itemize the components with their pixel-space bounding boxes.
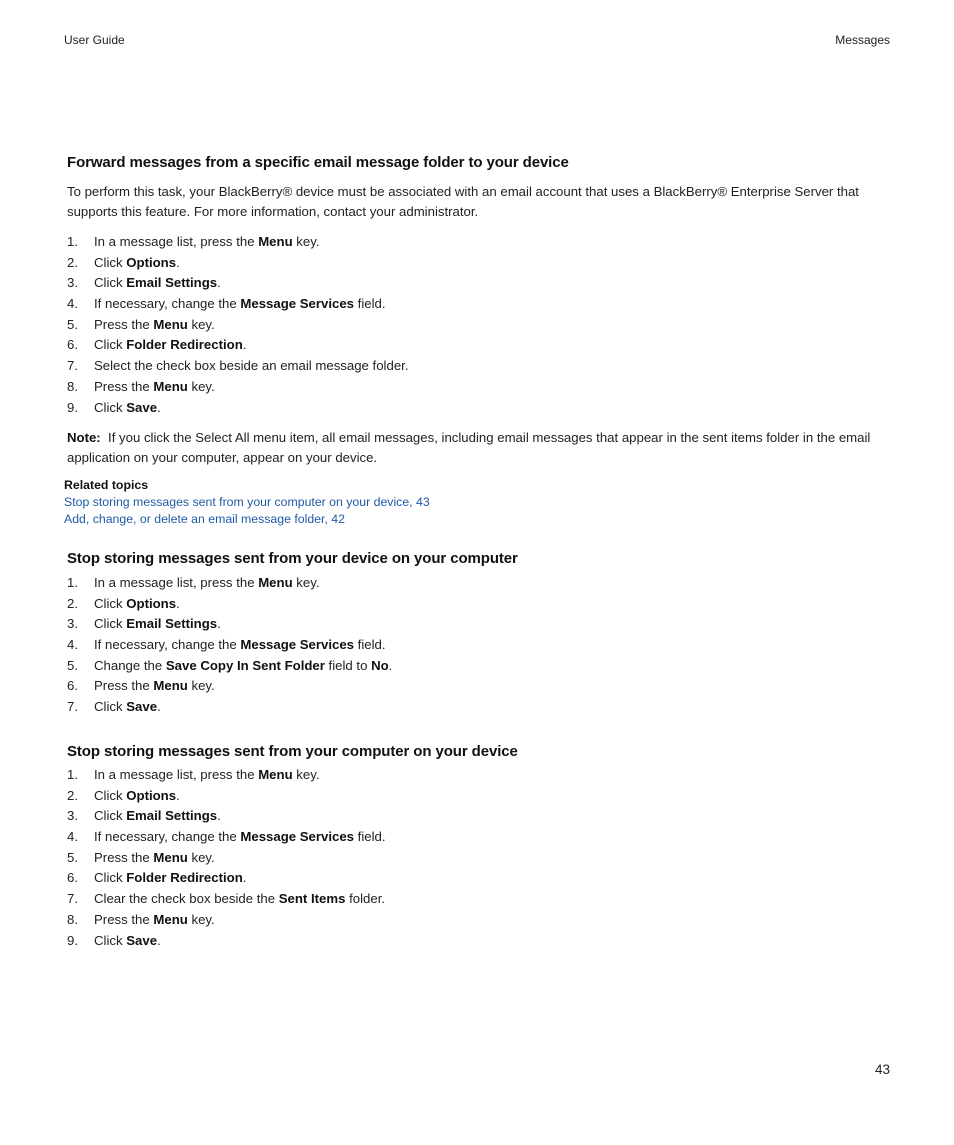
step-number: 2. — [67, 787, 78, 803]
related-topics — [64, 477, 430, 528]
step-ui-term: Menu — [258, 767, 293, 782]
step-number: 4. — [67, 637, 78, 653]
step-text: . — [157, 932, 161, 948]
step-ui-term: Menu — [153, 316, 188, 332]
page-number: 43 — [874, 1062, 890, 1077]
step-ui-term: Menu — [258, 575, 293, 590]
step-text: If necessary, change the — [94, 829, 241, 845]
step-list — [67, 765, 897, 951]
step-text: key. — [187, 378, 215, 394]
step-number: 2. — [67, 595, 78, 611]
list-item — [67, 765, 897, 786]
step-text: Clear the check box beside the — [94, 891, 279, 907]
step-text: In a message list, press the — [94, 234, 259, 249]
step-text: . — [217, 616, 221, 632]
step-ui-term: Message Services — [240, 296, 355, 312]
list-item — [67, 253, 897, 274]
step-text: Click — [94, 616, 127, 632]
step-number: 8. — [67, 911, 78, 927]
list-item — [67, 889, 897, 910]
step-text: field to — [324, 657, 372, 673]
step-number: 4. — [67, 296, 78, 312]
step-text: . — [176, 595, 180, 611]
section-forward-messages — [67, 154, 897, 467]
step-text: Change the — [94, 657, 166, 673]
list-item — [67, 377, 897, 398]
note-text: If you click the Select All menu item, all email messages, including email messages that appear in the sent items folder in the email application on your computer, appear on your device. — [67, 430, 871, 465]
step-ui-term: Email Settings — [126, 275, 218, 291]
step-text: Select the check box beside an email message folder. — [94, 358, 409, 374]
step-text: . — [217, 808, 221, 824]
step-ui-term: Menu — [153, 911, 188, 927]
step-number: 7. — [67, 699, 78, 715]
list-item — [67, 697, 897, 718]
step-text: Press the — [94, 678, 154, 694]
step-text: . — [242, 870, 247, 886]
section-stop-storing-device — [67, 550, 897, 718]
step-text: Click — [94, 595, 127, 611]
list-item — [67, 294, 897, 315]
step-number: 5. — [67, 316, 78, 332]
step-ui-term: Folder Redirection — [126, 870, 243, 886]
step-text: Click — [94, 870, 127, 886]
step-ui-term: No — [371, 657, 389, 673]
step-list — [67, 232, 897, 418]
step-text: Click — [94, 808, 127, 824]
step-text: Press the — [94, 378, 154, 394]
step-ui-term: Folder Redirection — [126, 337, 243, 353]
step-text: key. — [292, 234, 320, 249]
section-stop-storing-computer — [67, 743, 897, 951]
step-text: key. — [187, 678, 215, 694]
list-item — [67, 676, 897, 697]
step-text: field. — [354, 829, 386, 845]
list-item — [67, 232, 897, 253]
section-title: Forward messages from a specific email message folder to your device — [67, 154, 569, 171]
step-ui-term: Email Settings — [126, 808, 218, 824]
step-text: . — [176, 254, 180, 270]
step-ui-term: Menu — [258, 234, 293, 249]
step-text: Click — [94, 337, 127, 353]
step-text: Click — [94, 275, 127, 291]
step-ui-term: Menu — [153, 378, 188, 394]
step-text: Press the — [94, 316, 154, 332]
step-ui-term: Save — [126, 399, 158, 415]
list-item — [67, 931, 897, 952]
note — [67, 428, 897, 467]
list-item — [67, 573, 897, 594]
step-ui-term: Options — [126, 595, 177, 611]
step-number: 5. — [67, 657, 78, 673]
step-number: 3. — [67, 616, 78, 632]
step-list — [67, 573, 897, 718]
step-text: In a message list, press the — [94, 575, 259, 590]
related-link-add-change-delete-folder[interactable]: Add, change, or delete an email message folder, 42 — [64, 512, 345, 526]
list-item — [67, 656, 897, 677]
step-text: In a message list, press the — [94, 767, 259, 782]
step-ui-term: Menu — [153, 849, 188, 865]
step-number: 7. — [67, 358, 78, 374]
list-item — [67, 335, 897, 356]
step-text: . — [157, 399, 161, 415]
step-text: . — [388, 657, 393, 673]
step-text: Click — [94, 699, 127, 715]
list-item — [67, 635, 897, 656]
step-text: If necessary, change the — [94, 296, 241, 312]
running-header-right: Messages — [835, 33, 890, 47]
related-link-stop-storing-computer[interactable]: Stop storing messages sent from your computer on your device, 43 — [64, 495, 430, 509]
step-ui-term: Email Settings — [126, 616, 218, 632]
list-item — [67, 868, 897, 889]
list-item — [67, 786, 897, 807]
section-title: Stop storing messages sent from your device on your computer — [67, 550, 518, 567]
list-item — [67, 848, 897, 869]
list-item — [67, 356, 897, 377]
step-text: Click — [94, 399, 127, 415]
step-ui-term: Save — [126, 699, 158, 715]
step-text: Click — [94, 254, 127, 270]
related-topics-title: Related topics — [64, 478, 149, 492]
list-item — [67, 910, 897, 931]
step-text: field. — [354, 637, 386, 653]
step-text: key. — [187, 316, 215, 332]
step-ui-term: Sent Items — [278, 891, 346, 907]
step-ui-term: Save — [126, 932, 158, 948]
note-label: Note: — [67, 430, 101, 446]
step-ui-term: Options — [126, 787, 177, 803]
step-text: Press the — [94, 849, 154, 865]
step-number: 8. — [67, 378, 78, 394]
step-number: 3. — [67, 808, 78, 824]
section-intro: To perform this task, your BlackBerry® device must be associated with an email account that uses a BlackBerry® Enterprise Server that supports this feature. For more information, contact your administrator. — [67, 184, 859, 219]
step-ui-term: Menu — [153, 678, 188, 694]
list-item — [67, 398, 897, 419]
step-number: 2. — [67, 254, 78, 270]
section-title: Stop storing messages sent from your computer on your device — [67, 743, 518, 760]
step-ui-term: Message Services — [240, 829, 355, 845]
step-text: Press the — [94, 911, 154, 927]
step-text: Click — [94, 932, 127, 948]
step-number: 9. — [67, 932, 78, 948]
step-number: 1. — [67, 575, 78, 590]
step-text: . — [242, 337, 247, 353]
step-text: key. — [292, 767, 320, 782]
step-number: 5. — [67, 849, 78, 865]
step-text: key. — [187, 849, 215, 865]
step-number: 1. — [67, 234, 78, 249]
step-ui-term: Message Services — [240, 637, 355, 653]
step-text: Click — [94, 787, 127, 803]
step-number: 4. — [67, 829, 78, 845]
step-text: . — [176, 787, 180, 803]
step-number: 6. — [67, 337, 78, 353]
step-text: key. — [292, 575, 320, 590]
step-number: 7. — [67, 891, 78, 907]
step-number: 3. — [67, 275, 78, 291]
step-number: 1. — [67, 767, 78, 782]
list-item — [67, 806, 897, 827]
list-item — [67, 614, 897, 635]
list-item — [67, 315, 897, 336]
step-text: . — [157, 699, 161, 715]
step-number: 6. — [67, 870, 78, 886]
step-text: If necessary, change the — [94, 637, 241, 653]
step-ui-term: Save Copy In Sent Folder — [165, 657, 325, 673]
running-header-left: User Guide — [64, 33, 125, 47]
step-number: 6. — [67, 678, 78, 694]
list-item — [67, 827, 897, 848]
step-text: key. — [187, 911, 215, 927]
list-item — [67, 594, 897, 615]
step-text: field. — [354, 296, 386, 312]
step-text: . — [217, 275, 221, 291]
step-number: 9. — [67, 399, 78, 415]
step-ui-term: Options — [126, 254, 177, 270]
list-item — [67, 273, 897, 294]
step-text: folder. — [345, 891, 386, 907]
